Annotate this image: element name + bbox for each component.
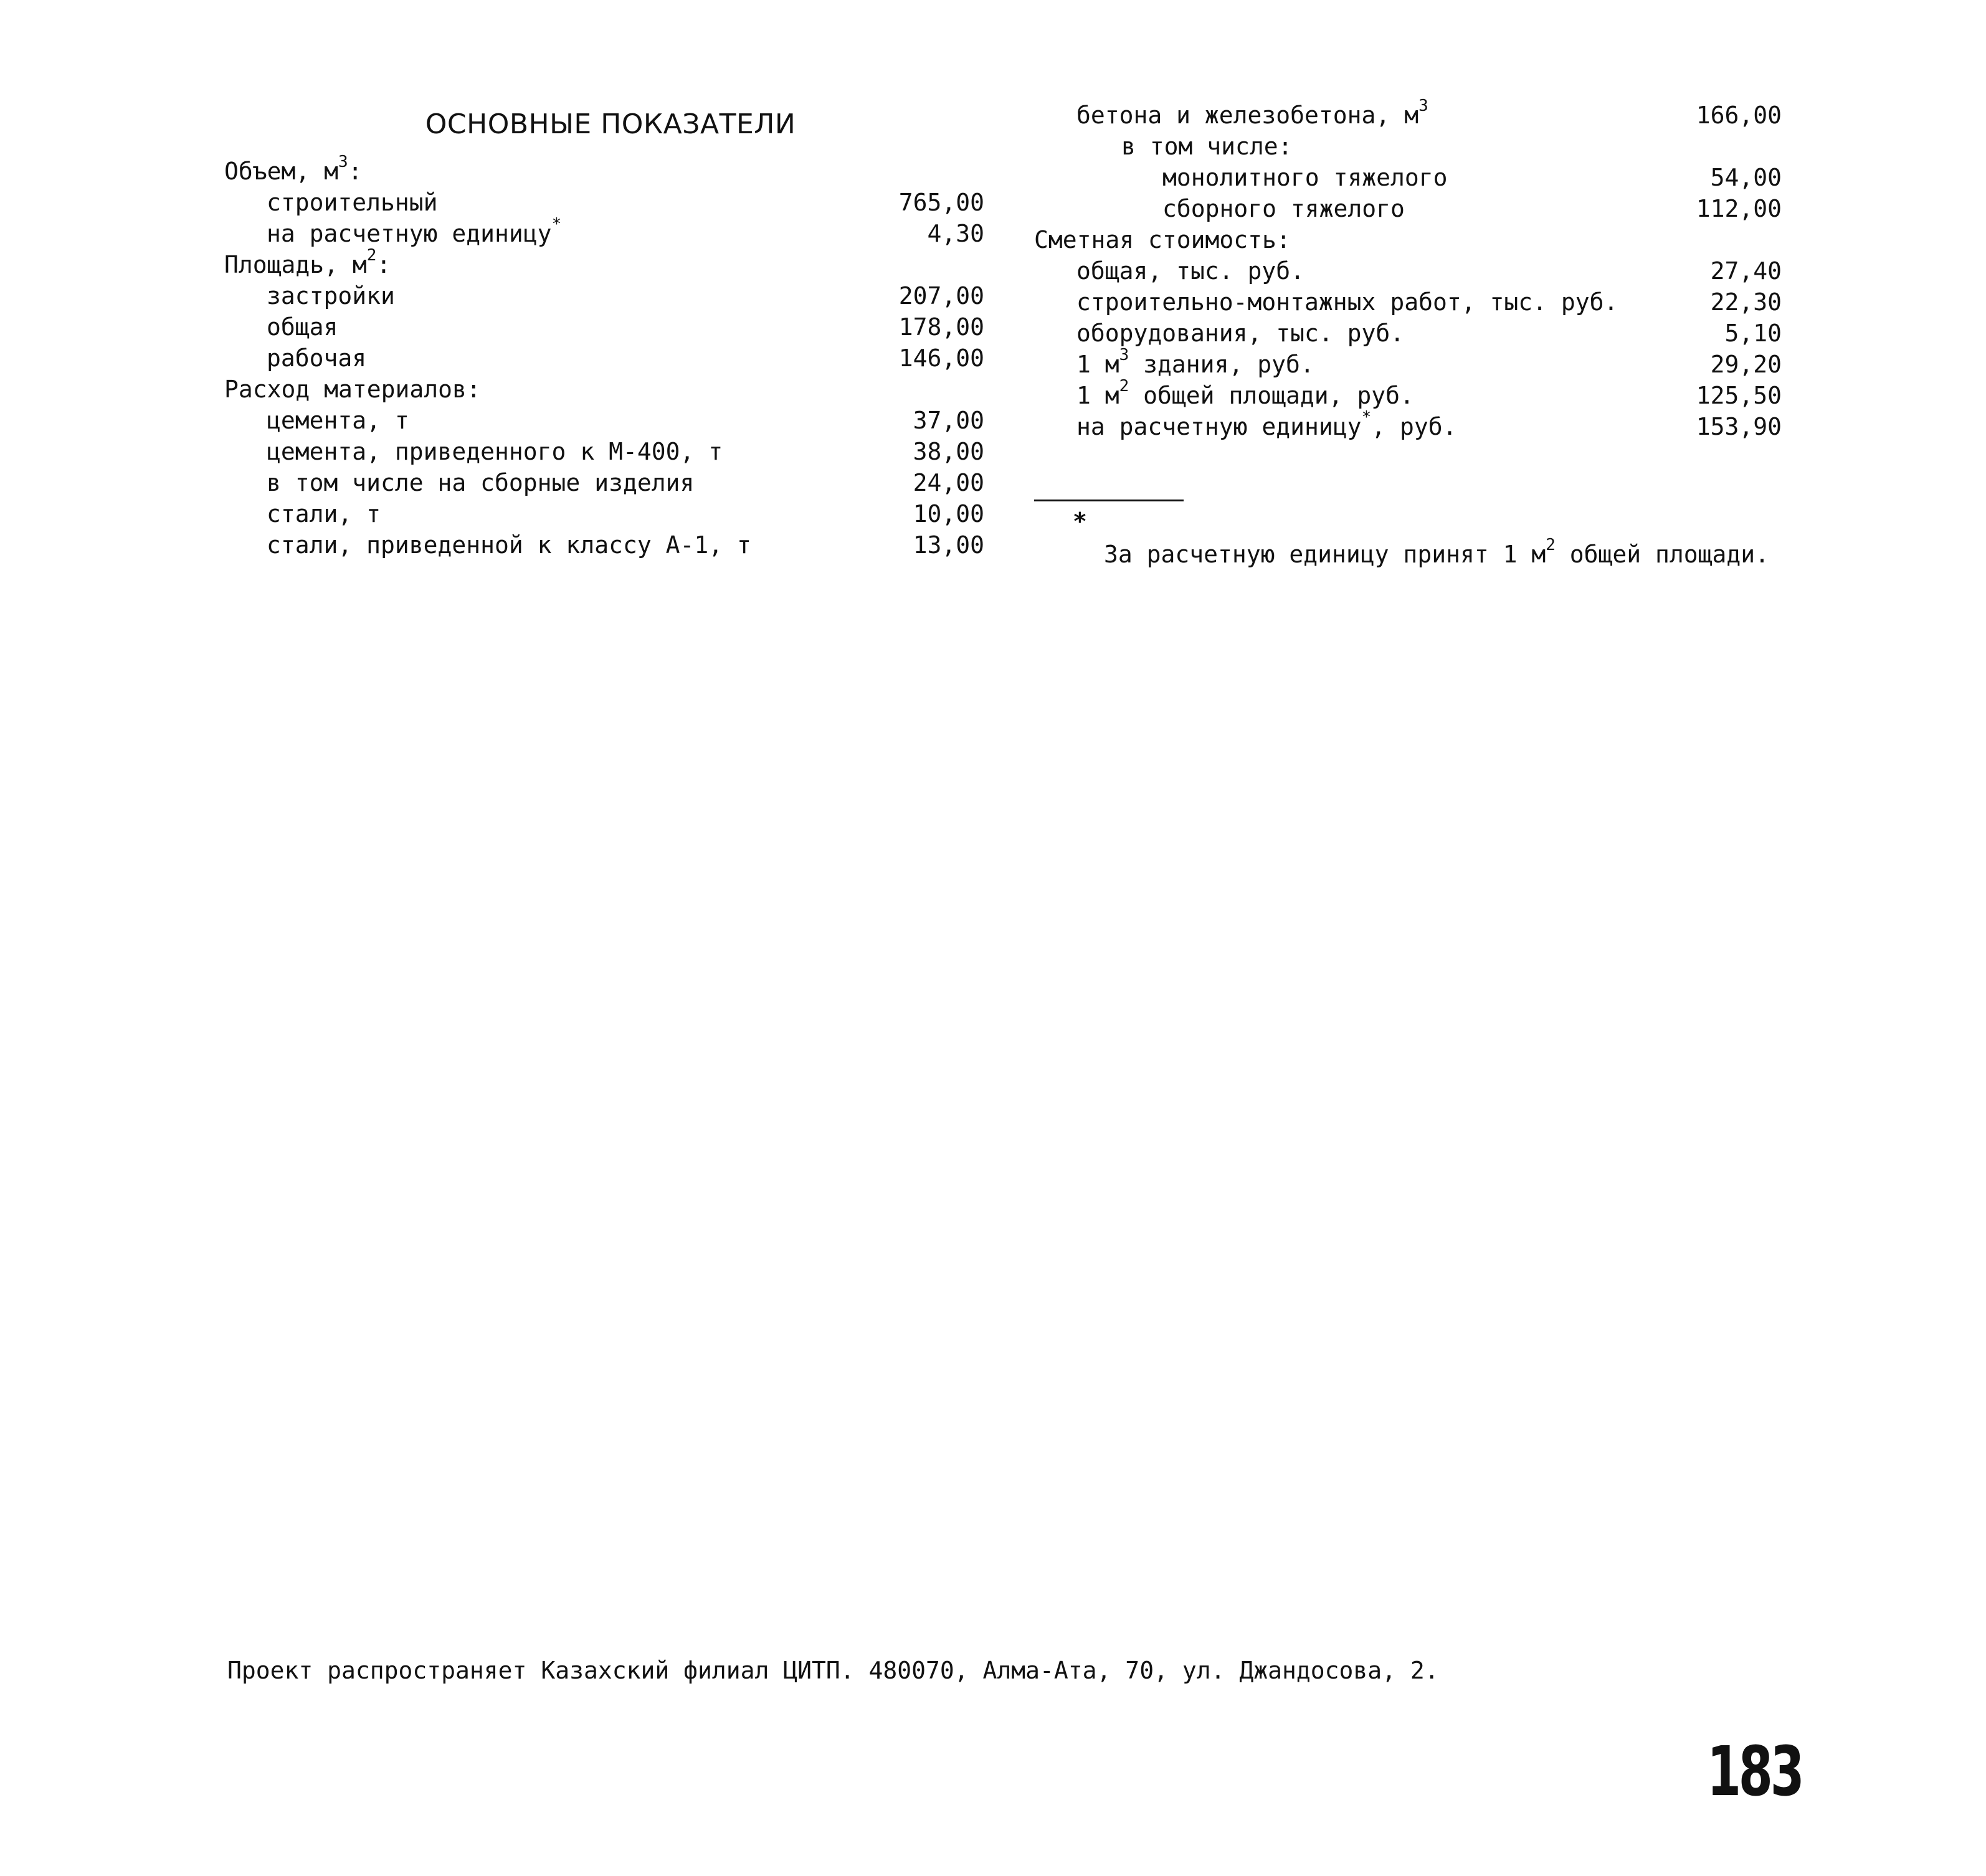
indicator-value: 27,40 xyxy=(1710,257,1782,285)
indicator-label: Объем, м xyxy=(224,158,339,185)
page-number: 183 xyxy=(1707,1732,1802,1811)
indicator-value: 125,50 xyxy=(1696,382,1782,409)
indicator-superscript: 3 xyxy=(338,153,348,172)
indicator-label: рабочая xyxy=(267,344,367,372)
indicator-row xyxy=(224,215,984,249)
footnote-text-end: общей площади. xyxy=(1555,541,1770,568)
indicator-value: 4,30 xyxy=(927,220,984,247)
footnote-marker: * xyxy=(1361,408,1372,427)
indicator-label: в том числе на сборные изделия xyxy=(267,469,695,496)
indicator-label: на расчетную единицу xyxy=(267,220,552,247)
indicator-value: 54,00 xyxy=(1710,164,1782,191)
footnote-superscript: 2 xyxy=(1546,536,1556,555)
indicator-value: 112,00 xyxy=(1696,195,1782,222)
indicator-suffix: , руб. xyxy=(1371,413,1457,440)
indicator-label: бетона и железобетона, м xyxy=(1076,102,1419,129)
indicator-label: на расчетную единицу xyxy=(1076,413,1362,440)
indicator-label: монолитного тяжелого xyxy=(1162,164,1448,191)
indicator-row xyxy=(224,246,984,280)
indicator-row xyxy=(1034,193,1782,224)
indicator-suffix: : xyxy=(348,158,363,185)
indicator-value: 37,00 xyxy=(913,407,984,434)
indicator-label: Сметная стоимость: xyxy=(1034,226,1291,253)
indicator-superscript: 2 xyxy=(366,246,377,265)
indicator-suffix: здания, руб. xyxy=(1129,351,1314,378)
indicator-row xyxy=(1034,131,1782,162)
indicator-label: 1 м xyxy=(1076,382,1119,409)
indicator-value: 207,00 xyxy=(898,282,984,310)
indicator-label: в том числе: xyxy=(1121,133,1293,160)
indicator-row xyxy=(1034,255,1782,287)
indicator-label: стали, т xyxy=(267,500,381,528)
indicator-value: 5,10 xyxy=(1724,320,1782,347)
indicator-row xyxy=(224,436,984,467)
indicator-row xyxy=(224,280,984,311)
footnote-text-start: За расчетную единицу принят 1 м xyxy=(1104,541,1546,568)
indicator-value: 24,00 xyxy=(913,469,984,496)
indicator-label: общая xyxy=(267,313,338,341)
indicator-row xyxy=(1034,346,1782,380)
indicator-row xyxy=(224,498,984,529)
indicator-value: 146,00 xyxy=(898,344,984,372)
indicator-value: 38,00 xyxy=(913,438,984,465)
indicator-row xyxy=(224,405,984,436)
indicator-label: оборудования, тыс. руб. xyxy=(1076,320,1405,347)
indicators-left-column xyxy=(224,100,984,561)
indicator-value: 13,00 xyxy=(913,531,984,559)
indicator-suffix: общей площади, руб. xyxy=(1129,382,1414,409)
indicator-row xyxy=(1034,162,1782,193)
indicator-value: 10,00 xyxy=(913,500,984,528)
indicator-superscript: 3 xyxy=(1418,97,1428,116)
indicator-row xyxy=(1034,408,1782,442)
indicator-row xyxy=(1034,318,1782,349)
distribution-footer: Проект распространяет Казахский филиал ЦИТП. 480070, Алма-Ата, 70, ул. Джандосова, 2. xyxy=(227,1657,1439,1684)
indicator-label: строительный xyxy=(267,189,438,216)
indicator-label: цемента, приведенного к М-400, т xyxy=(267,438,723,465)
indicator-value: 166,00 xyxy=(1696,102,1782,129)
indicator-superscript: 2 xyxy=(1119,377,1129,396)
indicator-row xyxy=(224,467,984,498)
footnote-rule xyxy=(1034,500,1184,501)
indicator-row xyxy=(224,187,984,218)
footnote-text xyxy=(1104,536,1770,570)
indicator-row xyxy=(224,529,984,561)
footnote-marker: * xyxy=(551,215,562,234)
indicator-row xyxy=(224,311,984,343)
indicator-label: общая, тыс. руб. xyxy=(1076,257,1305,285)
indicator-row xyxy=(1034,287,1782,318)
section-title: ОСНОВНЫЕ ПОКАЗАТЕЛИ xyxy=(425,108,796,140)
indicator-label: Площадь, м xyxy=(224,251,367,278)
indicator-row xyxy=(1034,97,1782,131)
indicator-row xyxy=(1034,224,1782,255)
indicator-label: Расход материалов: xyxy=(224,376,481,403)
indicators-right-column xyxy=(1034,97,1782,442)
indicator-row xyxy=(224,343,984,374)
indicator-value: 153,90 xyxy=(1696,413,1782,440)
indicator-superscript: 3 xyxy=(1119,346,1129,365)
footnote-marker: * xyxy=(1073,508,1087,535)
indicator-value: 765,00 xyxy=(898,189,984,216)
indicator-value: 178,00 xyxy=(898,313,984,341)
indicator-label: строительно-монтажных работ, тыс. руб. xyxy=(1076,288,1618,316)
indicator-label: стали, приведенной к классу А-1, т xyxy=(267,531,751,559)
indicator-value: 22,30 xyxy=(1710,288,1782,316)
indicator-row xyxy=(224,153,984,187)
indicator-suffix: : xyxy=(376,251,391,278)
indicator-label: цемента, т xyxy=(267,407,409,434)
indicator-label: застройки xyxy=(267,282,395,310)
indicator-label: сборного тяжелого xyxy=(1162,195,1405,222)
indicator-value: 29,20 xyxy=(1710,351,1782,378)
indicator-row xyxy=(224,374,984,405)
indicator-label: 1 м xyxy=(1076,351,1119,378)
indicator-row xyxy=(1034,377,1782,411)
